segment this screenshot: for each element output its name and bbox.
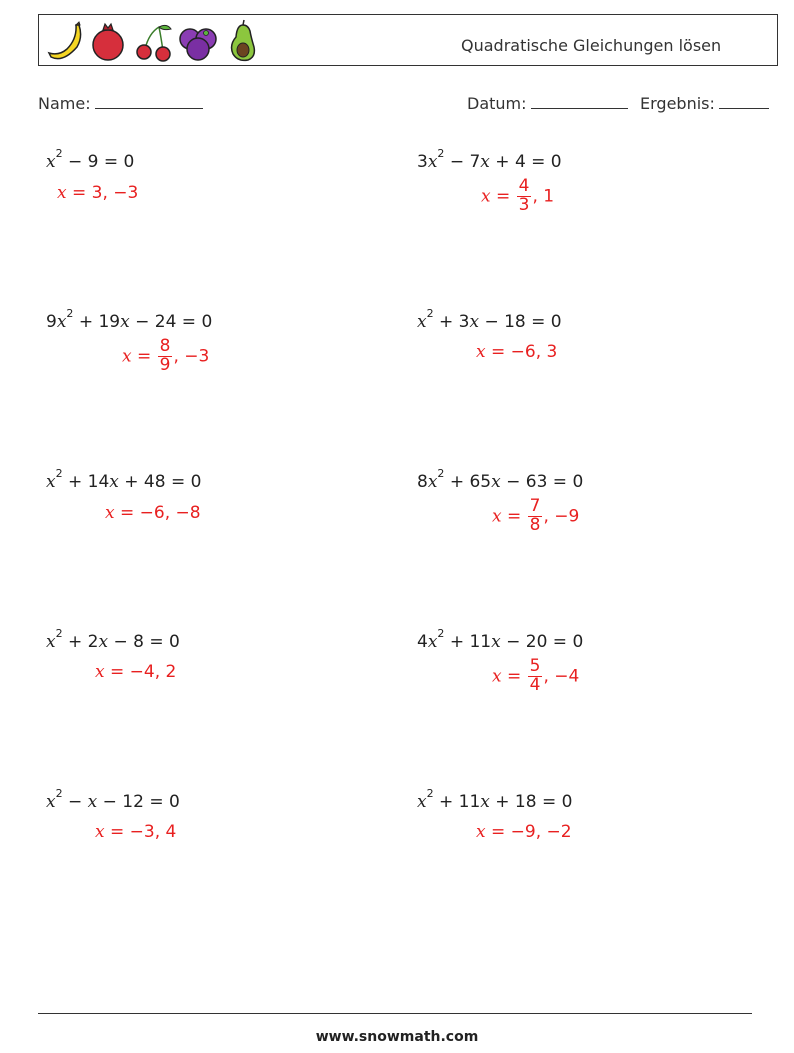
date-label: Datum:	[467, 94, 527, 113]
fraction: $\frac{4}{3}$	[518, 176, 530, 215]
problem-7-answer: x = −4, 2	[95, 662, 177, 682]
problem-6-equation: $8x^2 + 65x - 63 = 0$	[417, 467, 584, 492]
problem-7-equation: $x^2 + 2x - 8 = 0$	[46, 627, 180, 652]
name-blank[interactable]	[95, 95, 203, 109]
banana-icon	[43, 19, 83, 63]
problem-4-answer: x = −6, 3	[476, 342, 558, 362]
avocado-icon	[223, 19, 263, 63]
problem-8-answer: x = $\frac{5}{4}$ , −4	[492, 656, 580, 695]
problem-5-answer: x = −6, −8	[105, 503, 201, 523]
problem-8-equation: $4x^2 + 11x - 20 = 0$	[417, 627, 584, 652]
fraction: $\frac{8}{9}$	[159, 336, 171, 375]
problem-1-answer: x = 3, −3	[57, 183, 139, 203]
name-label: Name:	[38, 94, 91, 113]
footer-divider	[38, 1013, 752, 1014]
date-field	[467, 94, 628, 113]
plums-icon	[178, 19, 218, 63]
pomegranate-icon	[88, 19, 128, 63]
footer-website[interactable]: www.snowmath.com	[315, 1029, 479, 1045]
worksheet-title: Quadratische Gleichungen lösen	[461, 36, 722, 55]
problem-10-answer: x = −9, −2	[476, 822, 572, 842]
score-blank[interactable]	[719, 95, 769, 109]
problem-2-answer: x = $\frac{4}{3}$ , 1	[481, 176, 555, 215]
problem-9-answer: x = −3, 4	[95, 822, 177, 842]
problem-6-answer: x = $\frac{7}{8}$ , −9	[492, 496, 580, 535]
problem-5-equation: $x^2 + 14x + 48 = 0$	[46, 467, 202, 492]
problem-1-equation: $x^2 - 9 = 0$	[46, 147, 135, 172]
date-blank[interactable]	[531, 95, 628, 109]
score-label: Ergebnis:	[640, 94, 715, 113]
problem-4-equation: $x^2 + 3x - 18 = 0$	[417, 307, 562, 332]
problem-10-equation: $x^2 + 11x + 18 = 0$	[417, 787, 573, 812]
problem-3-equation: $9x^2 + 19x - 24 = 0$	[46, 307, 213, 332]
score-field	[640, 94, 769, 113]
fraction: $\frac{7}{8}$	[529, 496, 541, 535]
fraction: $\frac{5}{4}$	[529, 656, 541, 695]
problem-2-equation: $3x^2 - 7x + 4 = 0$	[417, 147, 562, 172]
problem-3-answer: x = $\frac{8}{9}$ , −3	[122, 336, 210, 375]
cherries-icon	[133, 19, 173, 63]
name-field	[38, 94, 203, 113]
problem-9-equation: $x^2 - x - 12 = 0$	[46, 787, 180, 812]
